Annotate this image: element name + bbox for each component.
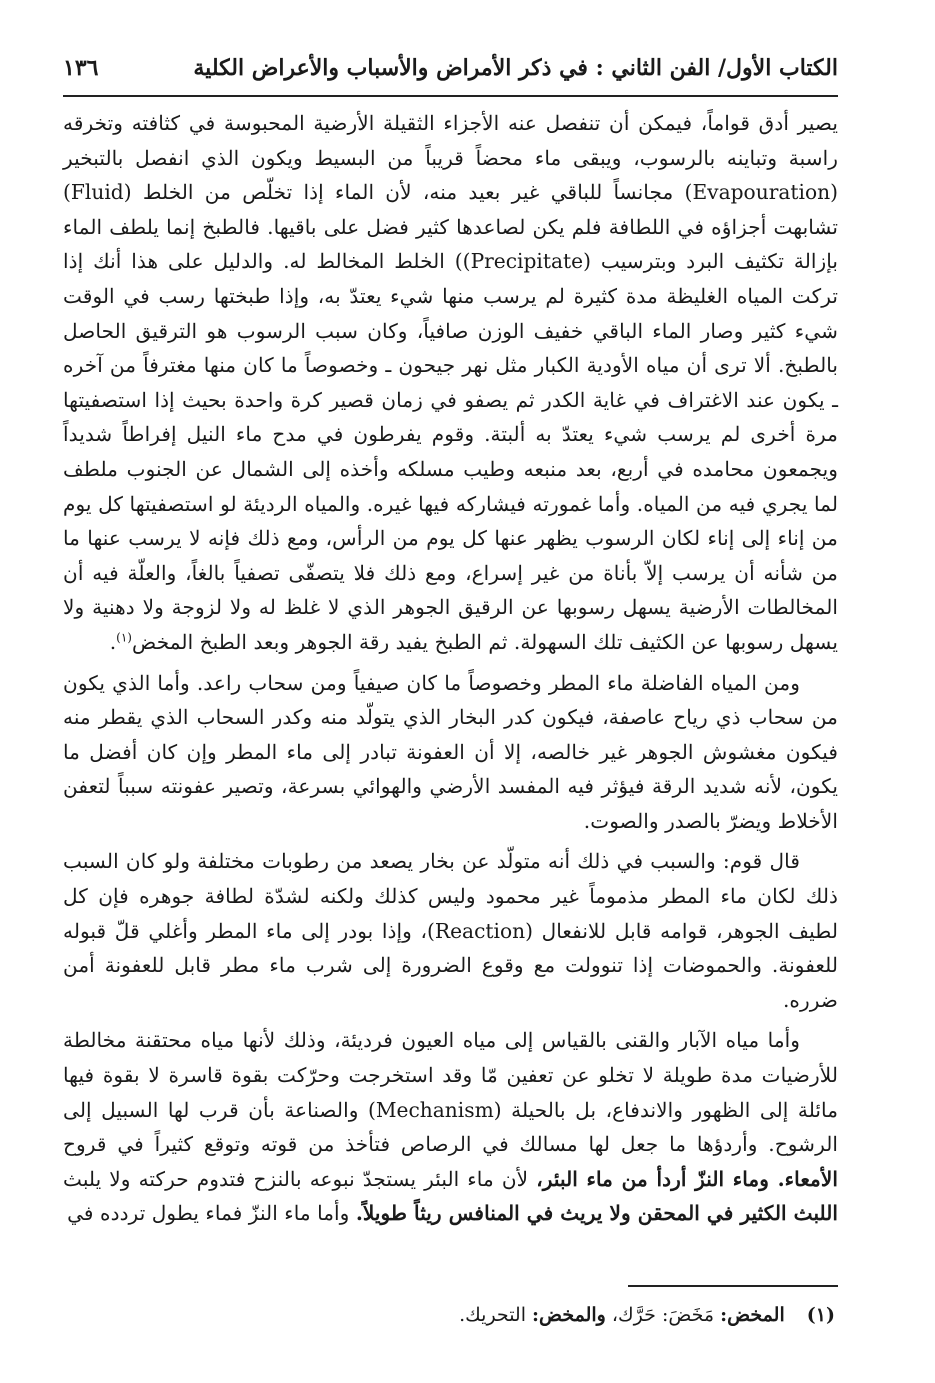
page-number: ١٣٦ xyxy=(63,55,99,81)
footnote-divider xyxy=(628,1285,838,1287)
header-divider xyxy=(63,95,838,97)
footnote xyxy=(63,1300,835,1330)
paragraph-1: يصير أدق قواماً، فيمكن أن تنفصل عنه الأجزاء الثقيلة الأرضية المحبوسة في كثافته وتخرقه راسبة وتباينه بالرسوب، ويبقى ماء محضاً قريباً من البسيط ويكون الذي انفصل بالتبخير (Evapouration) مجانساً للباقي غير بعيد منه، لأن الماء إذا تخلّص من الخلط (Fluid) تشابهت أجزاؤه في اللطافة فلم يكن لصاعدها كثير فضل على باقيها. فالطبخ إنما يلطف الماء بإزالة تكثيف البرد وبترسيب (Precipitate)) الخلط المخالط له. والدليل على هذا أنك إذا تركت المياه الغليظة مدة كثيرة لم يرسب منها شيء يعتدّ به، وإذا طبختها رسب في الوقت شيء كثير وصار الماء الباقي خفيف الوزن صافياً، وكان سبب الرسوب هو الترقيق الحاصل بالطبخ. ألا ترى أن مياه الأودية الكبار مثل نهر جيحون ـ وخصوصاً ما كان منها مغترفاً من آخره ـ يكون عند الاغتراف في غاية الكدر ثم يصفو في زمان قصير كرة واحدة بحيث إذا استصفيتها مرة أخرى لم يرسب شيء يعتدّ به ألبتة. وقوم يفرطون في مدح ماء النيل إفراطاً شديداً ويجمعون محامده في أربع، بعد منبعه وطيب مسلكه وأخذه إلى الشمال عن الجنوب ملطف لما يجري فيه من المياه. وأما غمورته فيشاركه فيها غيره. والمياه الرديئة لو استصفيتها كل يوم من إناء إلى إناء لكان الرسوب يظهر عنها كل يوم من الرأس، ومع ذلك فإنه لا يرسب عنها ما من شأنه أن يرسب إلاّ بأناة من غير إسراع، ومع ذلك فلا يتصفّى تصفياً بالغاً، والعلّة فيه أن المخالطات الأرضية يسهل رسوبها عن الرقيق الجوهر الذي لا غلظ له ولا لزوجة ولا دهنية ولا يسهل رسوبها عن الكثيف تلك السهولة. ثم الطبخ يفيد رقة الجوهر وبعد الطبخ المخض$^{(١)}$. xyxy=(63,111,839,654)
paragraph-4: وأما مياه الآبار والقنى بالقياس إلى مياه العيون فرديئة، وذلك لأنها مياه محتقنة مخالطة للأرضيات مدة طويلة لا تخلو عن تعفين مّا وقد استخرجت وحرّكت بقوة قاسرة لا بقوة فيها مائلة إلى الظهور والاندفاع، بل بالحيلة (Mechanism) والصناعة بأن قرب لها السبيل إلى الرشوح. وأردؤها ما جعل لها مسالك في الرصاص فتأخذ من قوته وتوقع كثيراً في قروح الأمعاء. وماء النزّ أردأ من ماء البئر، لأن ماء البئر يستجدّ نبوعه بالنزح فتدوم حركته ولا يلبث اللبث الكثير في المحقن ولا يريث في المنافس ريثاً طويلاً. وأما ماء النزّ فماء يطول تردده في xyxy=(63,1028,839,1226)
footnote-term: والمخض: xyxy=(532,1304,606,1326)
footnote-marker: (١) xyxy=(806,1304,835,1326)
paragraph-2: ومن المياه الفاضلة ماء المطر وخصوصاً ما كان صيفياً ومن سحاب راعد. وأما الذي يكون من سحاب ذي رياح عاصفة، فيكون كدر البخار الذي يتولّد منه وكدر السحاب الذي يقطر منه فيكون مغشوش الجوهر غير خالصه، إلا أن العفونة تبادر إلى ماء المطر وإن كان أفضل ما يكون، لأنه شديد الرقة فيؤثر فيه المفسد الأرضي والهوائي بسرعة، وتصير عفونته سبباً لتعفن الأخلاط ويضرّ بالصدر والصوت. xyxy=(63,670,838,833)
body-text xyxy=(63,106,838,1237)
running-title: الكتاب الأول/ الفن الثاني : في ذكر الأمراض والأسباب والأعراض الكلية xyxy=(193,55,838,81)
footnote-term: المخض: xyxy=(720,1304,785,1326)
page-header xyxy=(63,48,838,88)
bold-phrase: الأمعاء. وماء النزّ أردأ من ماء البئر، xyxy=(536,1166,838,1191)
footnote-definition: مَخَضَ: حَرَّك، xyxy=(611,1304,715,1326)
bold-phrase: اللبث الكثير في المحقن ولا يريث في المنافس ريثاً طويلاً. xyxy=(355,1201,838,1226)
paragraph-3: قال قوم: والسبب في ذلك أنه متولّد عن بخار يصعد من رطوبات مختلفة ولو كان السبب ذلك لكان ماء المطر مذموماً غير محمود وليس كذلك ولكنه لشدّة لطافة جوهره فإن كل لطيف الجوهر، قوامه قابل للانفعال (Reaction)، وإذا بودر إلى ماء المطر وأغلي قلّ قبوله للعفونة. والحموضات إذا تنوولت مع وقوع الضرورة إلى شرب ماء مطر قابل للعفونة أمن ضرره. xyxy=(63,849,838,1012)
footnote-definition: التحريك. xyxy=(459,1304,526,1326)
footnote-ref: (١) xyxy=(116,630,132,645)
